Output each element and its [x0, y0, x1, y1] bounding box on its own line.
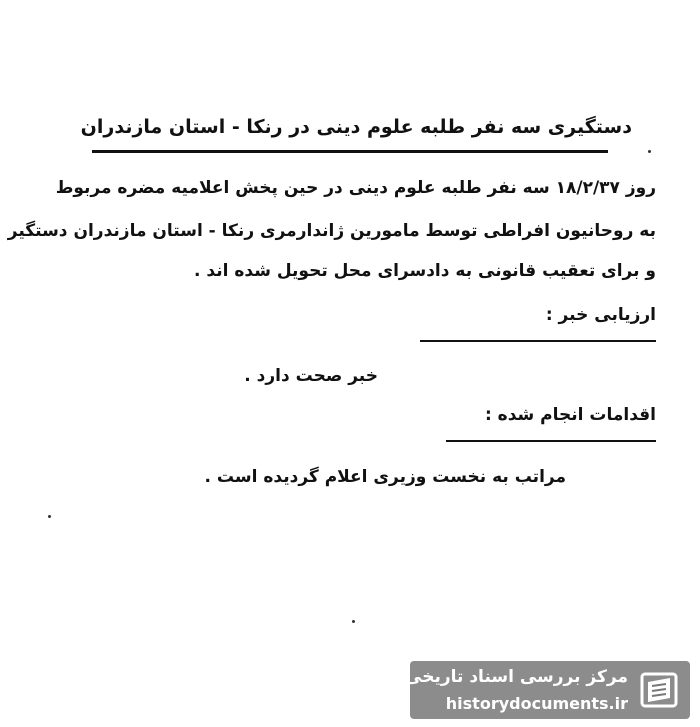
scan-speck: [648, 150, 651, 153]
actions-heading: اقدامات انجام شده :: [484, 405, 656, 425]
evaluation-text: خبر صحت دارد .: [244, 366, 378, 386]
watermark-banner: [405, 661, 690, 719]
watermark-url: historydocuments.ir: [445, 694, 628, 713]
body-line-2: به روحانیون افراطی توسط مامورین ژاندارمری رنکا - استان مازندران دستگیر: [7, 221, 656, 241]
evaluation-heading-underline: [420, 340, 656, 342]
scan-speck: [352, 620, 355, 623]
evaluation-heading: ارزیابی خبر :: [545, 305, 656, 325]
body-line-3: و برای تعقیب قانونی به دادسرای محل تحویل شده اند .: [194, 261, 656, 281]
document-archive-logo-icon: [636, 668, 682, 712]
body-line-1: روز ۱۸/۲/۳۷ سه نفر طلبه علوم دینی در حین پخش اعلامیه مضره مربوط: [55, 178, 656, 198]
scan-speck: [48, 515, 51, 518]
document-title: دستگیری سه نفر طلبه علوم دینی در رنکا - استان مازندران: [80, 116, 632, 138]
title-underline: [92, 150, 608, 153]
actions-text: مراتب به نخست وزیری اعلام گردیده است .: [204, 467, 566, 487]
watermark-org-name: مرکز بررسی اسناد تاریخی: [405, 667, 628, 687]
actions-heading-underline: [446, 440, 656, 442]
